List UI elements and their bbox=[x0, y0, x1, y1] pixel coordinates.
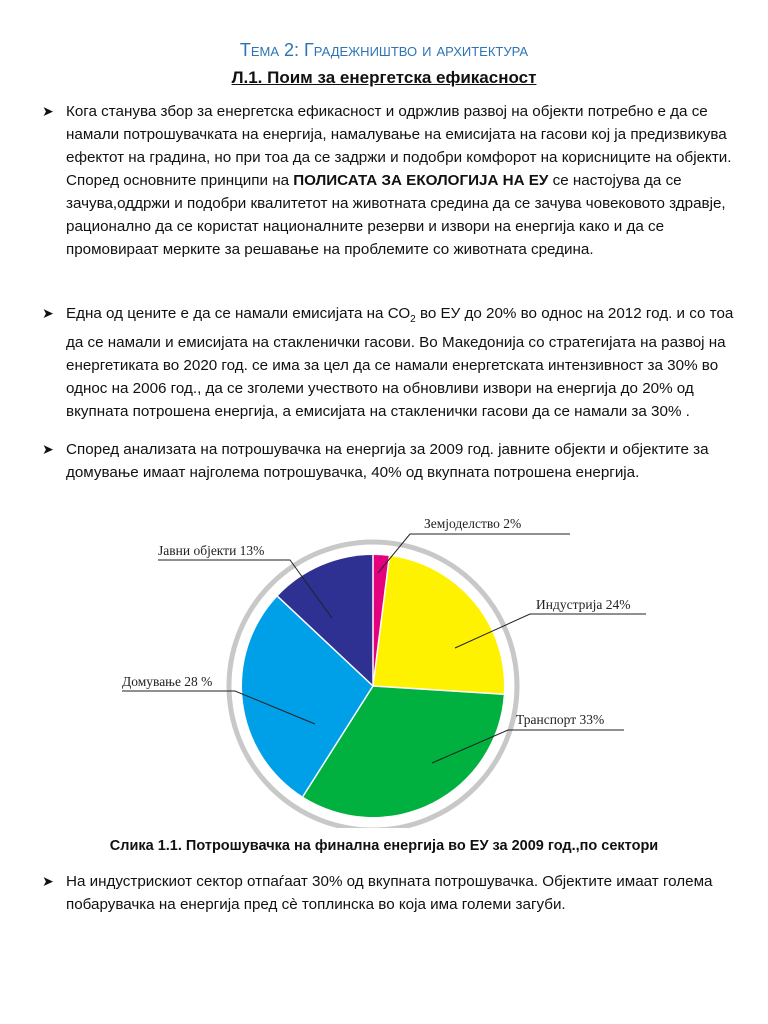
pie-slice-label: Индустрија 24% bbox=[536, 597, 631, 612]
bullet-text: Според основните принципи на ПОЛИСАТА ЗА ЕКОЛОГИЈА НА ЕУ се настојува да се зачува,оддржи и подобри квалитетот на животната средина да се зачува човековото здравје, рационално да се користат националните резерви и извори на енергија како и да се промовираат мерките за решавање на проблемите со животната средина. bbox=[66, 172, 726, 258]
bullet-item bbox=[42, 302, 742, 423]
bullet-item bbox=[42, 438, 742, 484]
pie-slice-label: Домување 28 % bbox=[122, 674, 213, 689]
pie-slice-label: Транспорт 33% bbox=[516, 712, 605, 727]
arrow-bullet-icon: ➤ bbox=[42, 103, 54, 119]
bullet-item bbox=[42, 870, 742, 916]
bullet-text: На индустрискиот сектор отпаѓаат 30% од вкупната потрошувачка. Објектите имаат голема побарувачка на енергија пред сè топлинска во која има големи загуби. bbox=[66, 873, 713, 913]
arrow-bullet-icon: ➤ bbox=[42, 441, 54, 457]
pie-slice-2 bbox=[373, 556, 504, 694]
arrow-bullet-icon: ➤ bbox=[42, 873, 54, 889]
pie-slice-label: Јавни објекти 13% bbox=[158, 543, 265, 558]
bullet-item bbox=[42, 100, 742, 261]
pie-chart bbox=[110, 510, 650, 828]
figure-caption: Слика 1.1. Потрошувачка на финална енергија во ЕУ за 2009 год.,по сектори bbox=[109, 838, 659, 854]
bullet-text: Една од цените е да се намали емисијата на $СО_2$ во ЕУ до 20% во однос на 2012 год. и со тоа да се намали и емисијата на стакленички гасови. Во Македонија со стратегијата на развој на енергетиката во 2020 год. се има за цел да се намали енергетската интензивност за 30% во однос на 2006 год., да се зголеми учеството на обновливи извори на енергија до 20% од вкупната потрошена енергија, а емисијата на стакленички гасови да се намали за 30% . bbox=[66, 305, 734, 421]
bullet-text: Кога станува збор за енергетска ефикасност и одржлив развој на објекти потребно е да се намали потрошувачката на енергија, намалување на емисијата на гасови кој ја предизвикува ефектот на градина, но при тоа да се задржи и подобри комфорот на корисниците на објекти. bbox=[66, 103, 732, 166]
bullet-text: Според анализата на потрошувачка на енергија за 2009 год. јавните објекти и објектите за домување имаат најголема потрошувачка, 40% од вкупната потрошена енергија. bbox=[66, 441, 709, 481]
section-subtitle: Л.1. Поим за енергетска ефикасност bbox=[231, 68, 537, 87]
arrow-bullet-icon: ➤ bbox=[42, 305, 54, 321]
page-title: Тема 2: Градежништво и архитектура bbox=[239, 40, 529, 60]
pie-slice-label: Земјоделство 2% bbox=[424, 516, 522, 531]
